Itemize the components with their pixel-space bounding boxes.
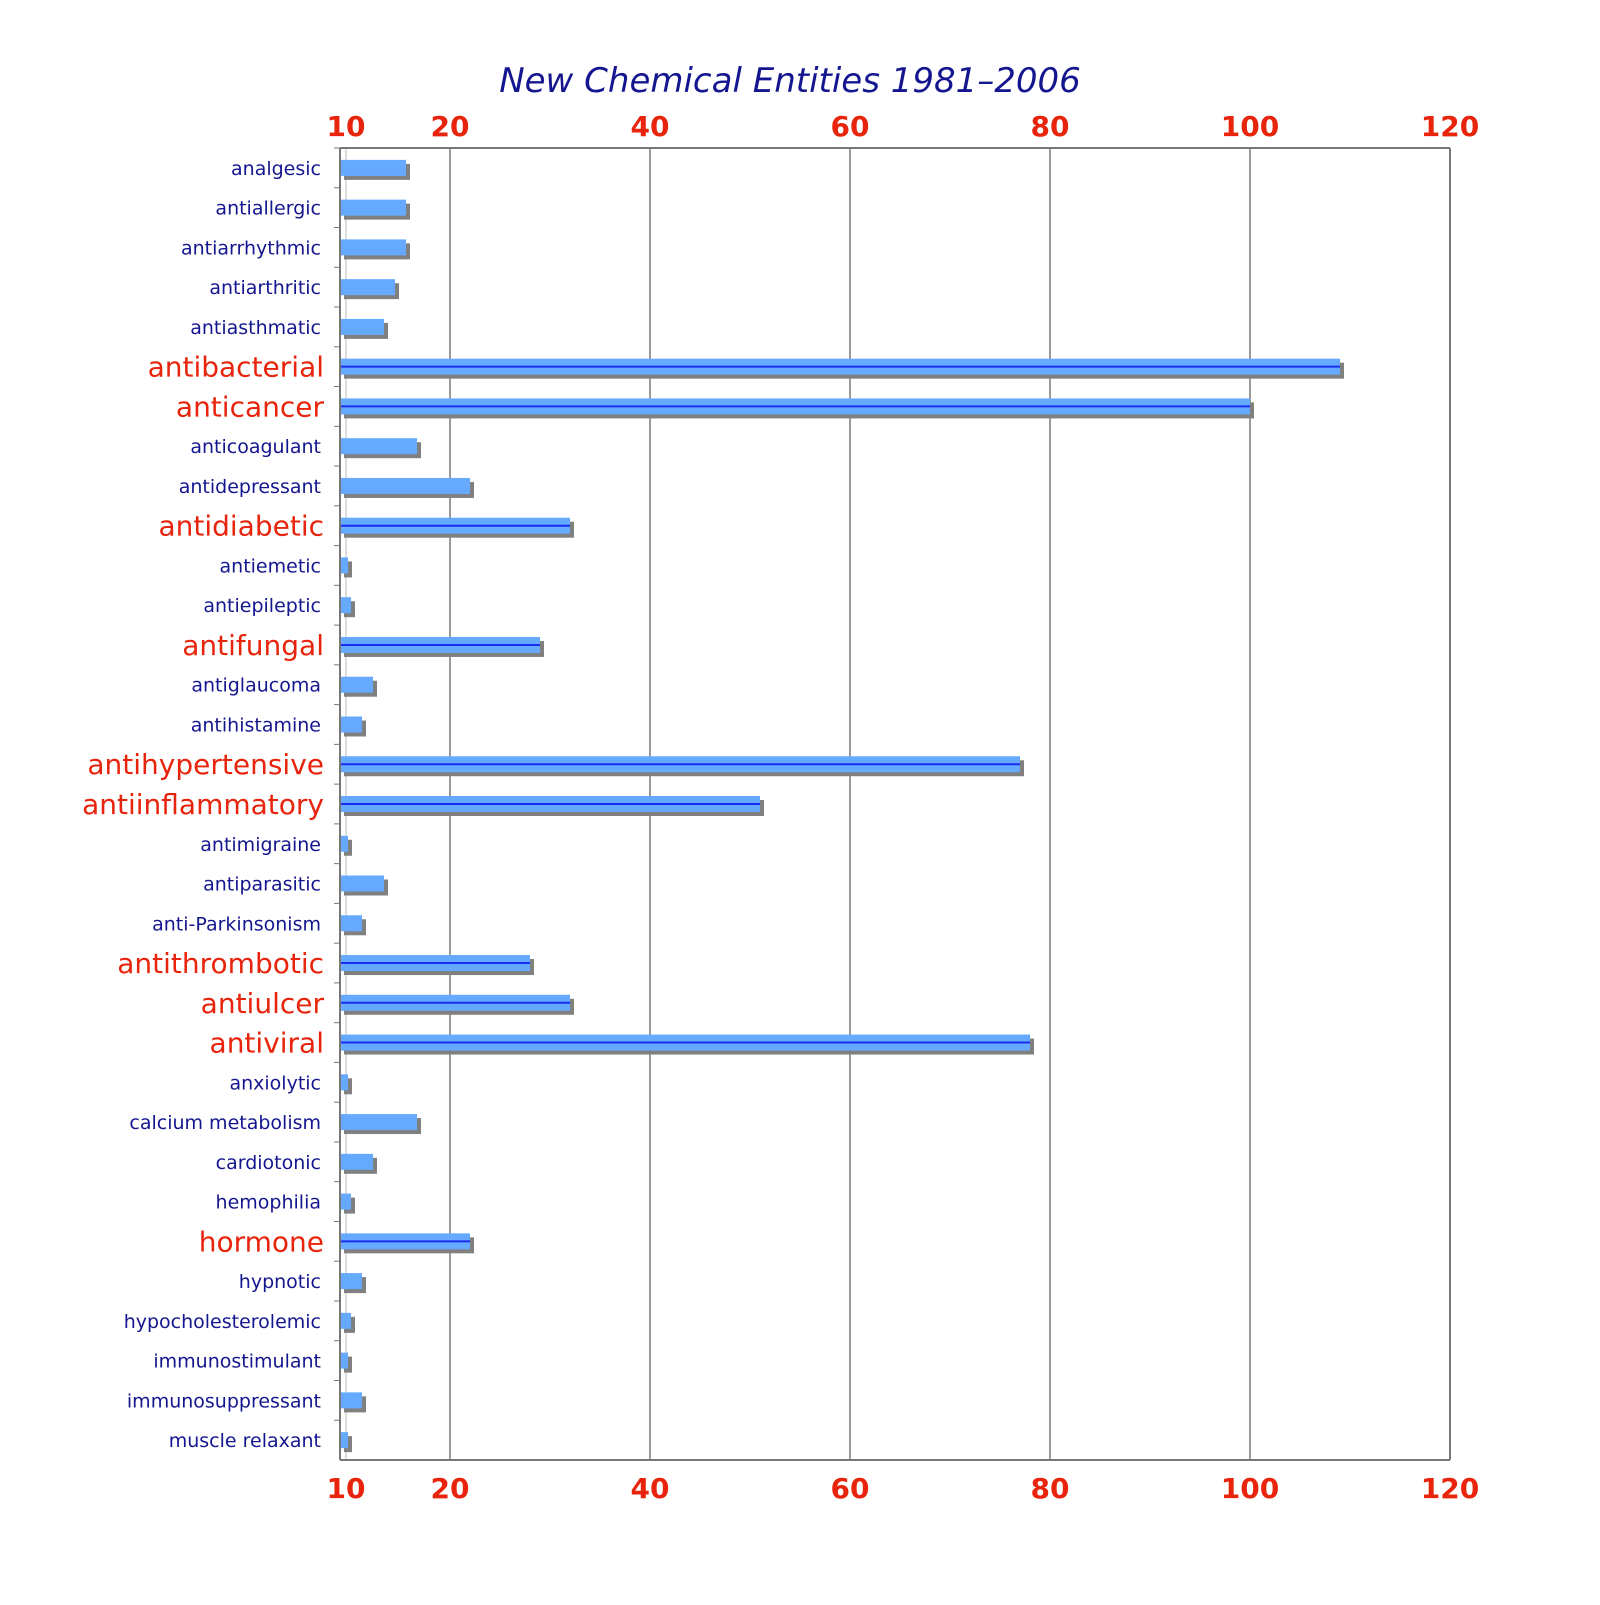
bar-antiepileptic <box>340 597 351 613</box>
tick-label-bottom: 120 <box>1420 1472 1480 1505</box>
category-label: antibacterial <box>147 350 324 384</box>
category-label: antimigraine <box>200 833 321 856</box>
category-label: cardiotonic <box>215 1151 321 1174</box>
category-label: antiarthritic <box>209 277 321 300</box>
category-label: antifungal <box>182 628 324 662</box>
bar-antihistamine <box>340 716 362 732</box>
bar-anxiolytic <box>340 1074 348 1090</box>
category-label: antiinflammatory <box>82 788 324 821</box>
bar-antiemetic <box>340 557 348 573</box>
category-label: calcium metabolism <box>129 1112 321 1135</box>
category-label: antidepressant <box>178 475 321 498</box>
tick-label-bottom: 100 <box>1220 1472 1280 1505</box>
tick-label-top: 120 <box>1420 110 1480 143</box>
bar-antidepressant <box>340 478 470 494</box>
category-label: antiparasitic <box>203 873 321 896</box>
tick-label-top: 10 <box>326 110 366 143</box>
category-label: anti-Parkinsonism <box>152 913 321 936</box>
tick-label-bottom: 60 <box>830 1472 870 1505</box>
category-label: hemophilia <box>215 1191 321 1214</box>
bar-calcium-metabolism <box>340 1114 417 1130</box>
tick-label-bottom: 40 <box>630 1472 670 1505</box>
category-label: anticancer <box>175 390 324 424</box>
bar-antiglaucoma <box>340 677 373 693</box>
tick-label-top: 80 <box>1030 110 1070 143</box>
category-label: antiviral <box>209 1026 324 1060</box>
category-label: antiemetic <box>219 555 321 578</box>
category-label: analgesic <box>231 157 321 180</box>
bars <box>340 160 1340 1448</box>
bar-antimigraine <box>340 836 348 852</box>
category-label: antiulcer <box>200 986 324 1020</box>
bar-immunosuppressant <box>340 1392 362 1408</box>
category-label: immunosuppressant <box>126 1390 321 1413</box>
category-label: antiglaucoma <box>191 674 321 697</box>
bar-hypnotic <box>340 1273 362 1289</box>
category-labels <box>82 158 324 1452</box>
category-label: antiepileptic <box>203 595 321 618</box>
category-label: hormone <box>198 1225 324 1259</box>
category-label: antihypertensive <box>87 748 324 782</box>
tick-label-top: 60 <box>830 110 870 143</box>
bar-hemophilia <box>340 1194 351 1210</box>
chart-title: New Chemical Entities 1981–2006 <box>499 61 1081 101</box>
bar-anti-parkinsonism <box>340 915 362 931</box>
category-label: muscle relaxant <box>168 1430 321 1453</box>
tick-label-top: 40 <box>630 110 670 143</box>
category-label: antihistamine <box>190 714 321 737</box>
category-label: hypocholesterolemic <box>123 1310 321 1333</box>
bar-antiallergic <box>340 200 406 216</box>
category-label: antithrombotic <box>117 947 324 981</box>
category-label: anxiolytic <box>229 1072 321 1095</box>
tick-label-top: 20 <box>430 110 470 143</box>
tick-label-bottom: 10 <box>326 1472 366 1505</box>
bar-hypocholesterolemic <box>340 1313 351 1329</box>
tick-label-top: 100 <box>1220 110 1280 143</box>
bar-antiparasitic <box>340 876 384 892</box>
bar-immunostimulant <box>340 1353 348 1369</box>
category-label: hypnotic <box>238 1271 321 1294</box>
category-label: immunostimulant <box>153 1350 321 1373</box>
category-label: antiasthmatic <box>190 316 321 339</box>
bar-antiasthmatic <box>340 319 384 335</box>
tick-label-bottom: 20 <box>430 1472 470 1505</box>
tick-label-bottom: 80 <box>1030 1472 1070 1505</box>
bar-cardiotonic <box>340 1154 373 1170</box>
bar-antiarrhythmic <box>340 239 406 255</box>
category-label: antiarrhythmic <box>180 237 321 260</box>
category-label: antidiabetic <box>158 509 324 543</box>
bar-analgesic <box>340 160 406 176</box>
bar-anticoagulant <box>340 438 417 454</box>
category-label: anticoagulant <box>190 436 321 459</box>
category-label: antiallergic <box>215 197 321 220</box>
bar-antiarthritic <box>340 279 395 295</box>
bar-muscle-relaxant <box>340 1432 348 1448</box>
